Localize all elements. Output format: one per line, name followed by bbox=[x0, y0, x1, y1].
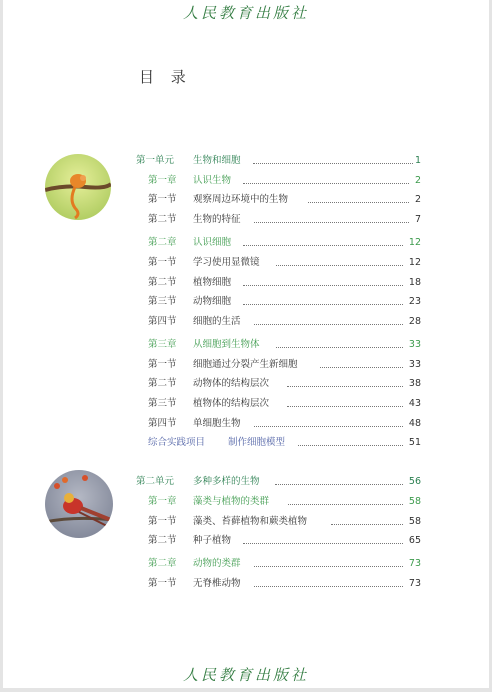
toc-leader bbox=[254, 426, 403, 427]
toc-section[interactable] bbox=[3, 578, 489, 590]
toc-leader bbox=[243, 285, 403, 286]
toc-chapter[interactable] bbox=[3, 339, 489, 351]
toc-leader bbox=[308, 202, 409, 203]
toc-label: 第一节 bbox=[148, 578, 177, 589]
toc-page: 56 bbox=[408, 476, 421, 487]
toc-section[interactable] bbox=[3, 516, 489, 528]
toc-leader bbox=[276, 265, 403, 266]
toc-label: 第二节 bbox=[148, 214, 177, 225]
toc-page: 58 bbox=[408, 496, 421, 507]
toc-title: 动物体的结构层次 bbox=[193, 378, 270, 389]
toc-title: 种子植物 bbox=[193, 535, 232, 546]
toc-label: 第二章 bbox=[148, 558, 177, 569]
toc-section[interactable] bbox=[3, 418, 489, 430]
toc-page: 2 bbox=[414, 175, 421, 186]
toc-page: 18 bbox=[408, 277, 421, 288]
toc-title: 藻类、苔藓植物和蕨类植物 bbox=[193, 516, 308, 527]
toc-leader bbox=[275, 484, 403, 485]
toc-page: 12 bbox=[408, 257, 421, 268]
toc-label: 第三节 bbox=[148, 296, 177, 307]
toc-unit[interactable] bbox=[3, 155, 489, 167]
toc-page: 28 bbox=[408, 316, 421, 327]
toc-page: 1 bbox=[414, 155, 421, 166]
toc-leader bbox=[243, 543, 403, 544]
toc-section[interactable] bbox=[3, 359, 489, 371]
toc-label: 综合实践项目 bbox=[148, 437, 206, 448]
toc-label: 第二节 bbox=[148, 277, 177, 288]
toc-page: 23 bbox=[408, 296, 421, 307]
toc-leader bbox=[254, 222, 409, 223]
toc-label: 第一单元 bbox=[136, 155, 175, 166]
toc-label: 第一节 bbox=[148, 359, 177, 370]
toc-title: 从细胞到生物体 bbox=[193, 339, 260, 350]
toc-label: 第一节 bbox=[148, 516, 177, 527]
toc-title: 制作细胞模型 bbox=[228, 437, 286, 448]
toc-leader bbox=[288, 504, 403, 505]
toc-label: 第三节 bbox=[148, 398, 177, 409]
publisher-footer: 人民教育出版社 bbox=[182, 666, 309, 684]
toc-section[interactable] bbox=[3, 257, 489, 269]
toc-page: 2 bbox=[414, 194, 421, 205]
toc-section[interactable] bbox=[3, 316, 489, 328]
contents-title: 目 录 bbox=[139, 68, 192, 86]
toc-page: 33 bbox=[408, 359, 421, 370]
toc-label: 第一章 bbox=[148, 496, 177, 507]
toc-section[interactable] bbox=[3, 214, 489, 226]
toc-page: 73 bbox=[408, 578, 421, 589]
toc-title: 动物的类群 bbox=[193, 558, 241, 569]
toc-leader bbox=[320, 367, 403, 368]
toc-section[interactable] bbox=[3, 378, 489, 390]
toc-title: 单细胞生物 bbox=[193, 418, 241, 429]
toc-page: 65 bbox=[408, 535, 421, 546]
toc-section[interactable] bbox=[3, 398, 489, 410]
toc-label: 第二单元 bbox=[136, 476, 175, 487]
toc-title: 细胞的生活 bbox=[193, 316, 241, 327]
toc-chapter[interactable] bbox=[3, 175, 489, 187]
toc-title: 植物细胞 bbox=[193, 277, 232, 288]
toc-label: 第二章 bbox=[148, 237, 177, 248]
toc-leader bbox=[287, 386, 403, 387]
toc-page: 38 bbox=[408, 378, 421, 389]
toc-title: 认识细胞 bbox=[193, 237, 232, 248]
toc-label: 第四节 bbox=[148, 418, 177, 429]
toc-leader bbox=[298, 445, 403, 446]
toc-leader bbox=[243, 304, 403, 305]
toc-title: 藻类与植物的类群 bbox=[193, 496, 270, 507]
toc-title: 动物细胞 bbox=[193, 296, 232, 307]
toc-section[interactable] bbox=[3, 194, 489, 206]
toc-chapter[interactable] bbox=[3, 496, 489, 508]
toc-title: 认识生物 bbox=[193, 175, 232, 186]
toc-title: 生物的特征 bbox=[193, 214, 241, 225]
toc-leader bbox=[254, 324, 403, 325]
toc-chapter[interactable] bbox=[3, 237, 489, 249]
toc-label: 第三章 bbox=[148, 339, 177, 350]
toc-title: 生物和细胞 bbox=[193, 155, 241, 166]
toc-title: 学习使用显微镜 bbox=[193, 257, 260, 268]
toc-section[interactable] bbox=[3, 277, 489, 289]
toc-title: 植物体的结构层次 bbox=[193, 398, 270, 409]
toc-leader bbox=[276, 347, 403, 348]
toc-leader bbox=[331, 524, 403, 525]
toc-leader bbox=[287, 406, 403, 407]
toc-page: 48 bbox=[408, 418, 421, 429]
toc-unit[interactable] bbox=[3, 476, 489, 488]
toc-leader bbox=[254, 586, 403, 587]
toc-page: 33 bbox=[408, 339, 421, 350]
publisher-header: 人民教育出版社 bbox=[182, 4, 309, 22]
toc-title: 细胞通过分裂产生新细胞 bbox=[193, 359, 298, 370]
toc-page: 51 bbox=[408, 437, 421, 448]
toc-page: 73 bbox=[408, 558, 421, 569]
toc-label: 第一节 bbox=[148, 194, 177, 205]
toc-chapter[interactable] bbox=[3, 558, 489, 570]
toc-leader bbox=[243, 183, 409, 184]
toc-page: 43 bbox=[408, 398, 421, 409]
toc-page: 12 bbox=[408, 237, 421, 248]
toc-leader bbox=[243, 245, 403, 246]
toc-label: 第二节 bbox=[148, 535, 177, 546]
document-page bbox=[3, 0, 489, 688]
toc-leader bbox=[253, 163, 413, 164]
toc-page: 58 bbox=[408, 516, 421, 527]
toc-title: 观察周边环境中的生物 bbox=[193, 194, 289, 205]
toc-label: 第一章 bbox=[148, 175, 177, 186]
toc-section[interactable] bbox=[3, 535, 489, 547]
toc-section[interactable] bbox=[3, 296, 489, 308]
toc-label: 第一节 bbox=[148, 257, 177, 268]
toc-title: 无脊椎动物 bbox=[193, 578, 241, 589]
toc-label: 第二节 bbox=[148, 378, 177, 389]
toc-title: 多种多样的生物 bbox=[193, 476, 260, 487]
toc-label: 第四节 bbox=[148, 316, 177, 327]
toc-practice[interactable] bbox=[3, 437, 489, 449]
toc-page: 7 bbox=[414, 214, 421, 225]
toc-leader bbox=[254, 566, 403, 567]
